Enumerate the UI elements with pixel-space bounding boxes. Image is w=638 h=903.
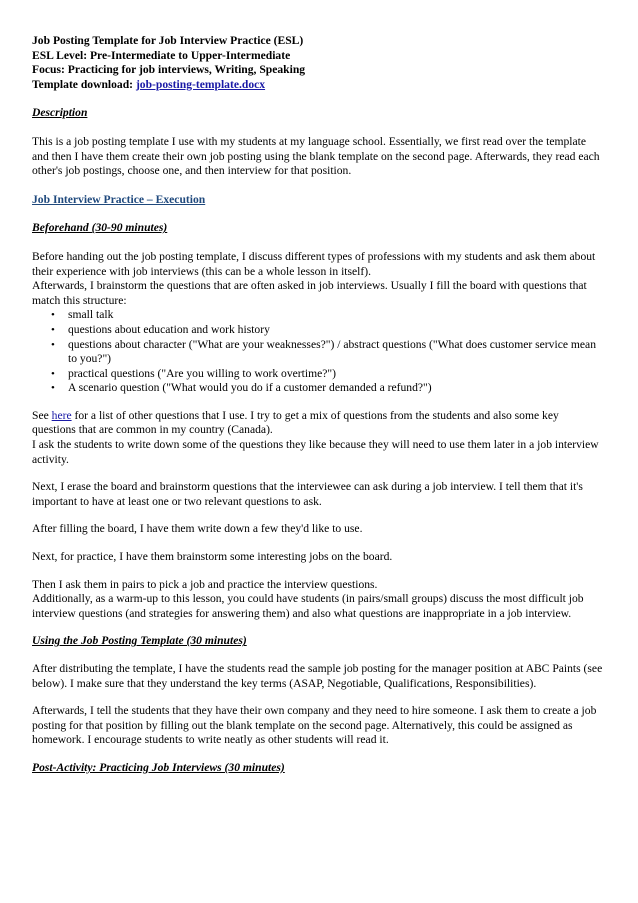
- bullet-icon: •: [51, 323, 55, 336]
- beforehand-paragraph-5: After filling the board, I have them write down a few they'd like to use.: [32, 522, 363, 536]
- list-item: • questions about education and work history: [51, 322, 270, 336]
- description-heading: Description: [32, 106, 88, 120]
- beforehand-paragraph-8: Additionally, as a warm-up to this lesson, you could have students (in pairs/small groups) discuss the most difficult job interview questions (and strategies for answering them) and also what questions are inappropriate in a job interview.: [32, 592, 584, 620]
- list-item: • A scenario question ("What would you do if a customer demanded a refund?"): [51, 381, 432, 395]
- header-focus: Focus: Practicing for job interviews, Writing, Speaking: [32, 63, 306, 77]
- beforehand-heading: Beforehand (30-90 minutes): [32, 221, 168, 235]
- bullet-icon: •: [51, 338, 55, 351]
- post-activity-heading: Post-Activity: Practicing Job Interviews (30 minutes): [32, 760, 285, 774]
- beforehand-paragraph-3: I ask the students to write down some of the questions they like because they will need to use them later in a job interview activity.: [32, 438, 599, 466]
- see-paragraph: See here for a list of other questions that I use. I try to get a mix of questions from the students and also some key questions that are common in my country (Canada).: [32, 408, 559, 437]
- description-text: This is a job posting template I use with my students at my language school. Essentially, we first read over the template and then I have them create their own job posting using the blank template on the second page. Afterwards, they read each other's job postings, choose one, and then interview for that position.: [32, 134, 600, 178]
- bullet-icon: •: [51, 367, 55, 380]
- beforehand-paragraph-2: Afterwards, I brainstorm the questions that are often asked in job interviews. Usually I fill the board with questions that match this structure:: [32, 279, 587, 307]
- list-item: • small talk: [51, 308, 114, 322]
- beforehand-paragraph-7: Then I ask them in pairs to pick a job and practice the interview questions.: [32, 577, 378, 591]
- download-label: Template download:: [32, 77, 136, 91]
- questions-link[interactable]: here: [51, 408, 72, 422]
- header-download: [32, 78, 604, 93]
- bullet-icon: •: [51, 382, 55, 395]
- using-template-heading: Using the Job Posting Template (30 minutes): [32, 634, 247, 648]
- template-download-link[interactable]: job-posting-template.docx: [135, 77, 266, 91]
- bullet-icon: •: [51, 309, 55, 322]
- document-page: [32, 34, 604, 776]
- header-level: ESL Level: Pre-Intermediate to Upper-Intermediate: [32, 48, 291, 62]
- document-header: [32, 34, 604, 92]
- list-item: • practical questions ("Are you willing to work overtime?"): [51, 366, 336, 380]
- beforehand-paragraph-1: Before handing out the job posting template, I discuss different types of professions with my students and ask them about their experience with job interviews (this can be a whole lesson in itself).: [32, 249, 596, 278]
- using-paragraph-1: After distributing the template, I have the students read the sample job posting for the manager position at ABC Paints (see below). I make sure that they understand the key terms (ASAP, Negotiable, Qualifications, Responsibilities).: [32, 662, 603, 690]
- beforehand-paragraph-4: Next, I erase the board and brainstorm questions that the interviewee can ask during a job interview. I tell them that it's important to have at least one or two relevant questions to ask.: [32, 480, 583, 508]
- list-item: • questions about character ("What are your weaknesses?") / abstract questions ("What does customer service mean to you?"): [51, 337, 596, 366]
- execution-heading: Job Interview Practice – Execution: [32, 192, 206, 206]
- using-paragraph-2: Afterwards, I tell the students that they have their own company and they need to hire someone. I ask them to create a job posting for that position by filling out the blank template on the second page. Alternatively, this could be assigned as homework. I encourage students to write neatly as other students will read it.: [32, 704, 597, 747]
- header-title: Job Posting Template for Job Interview Practice (ESL): [32, 34, 304, 47]
- question-types-list: [32, 308, 604, 396]
- beforehand-paragraph-6: Next, for practice, I have them brainstorm some interesting jobs on the board.: [32, 550, 393, 564]
